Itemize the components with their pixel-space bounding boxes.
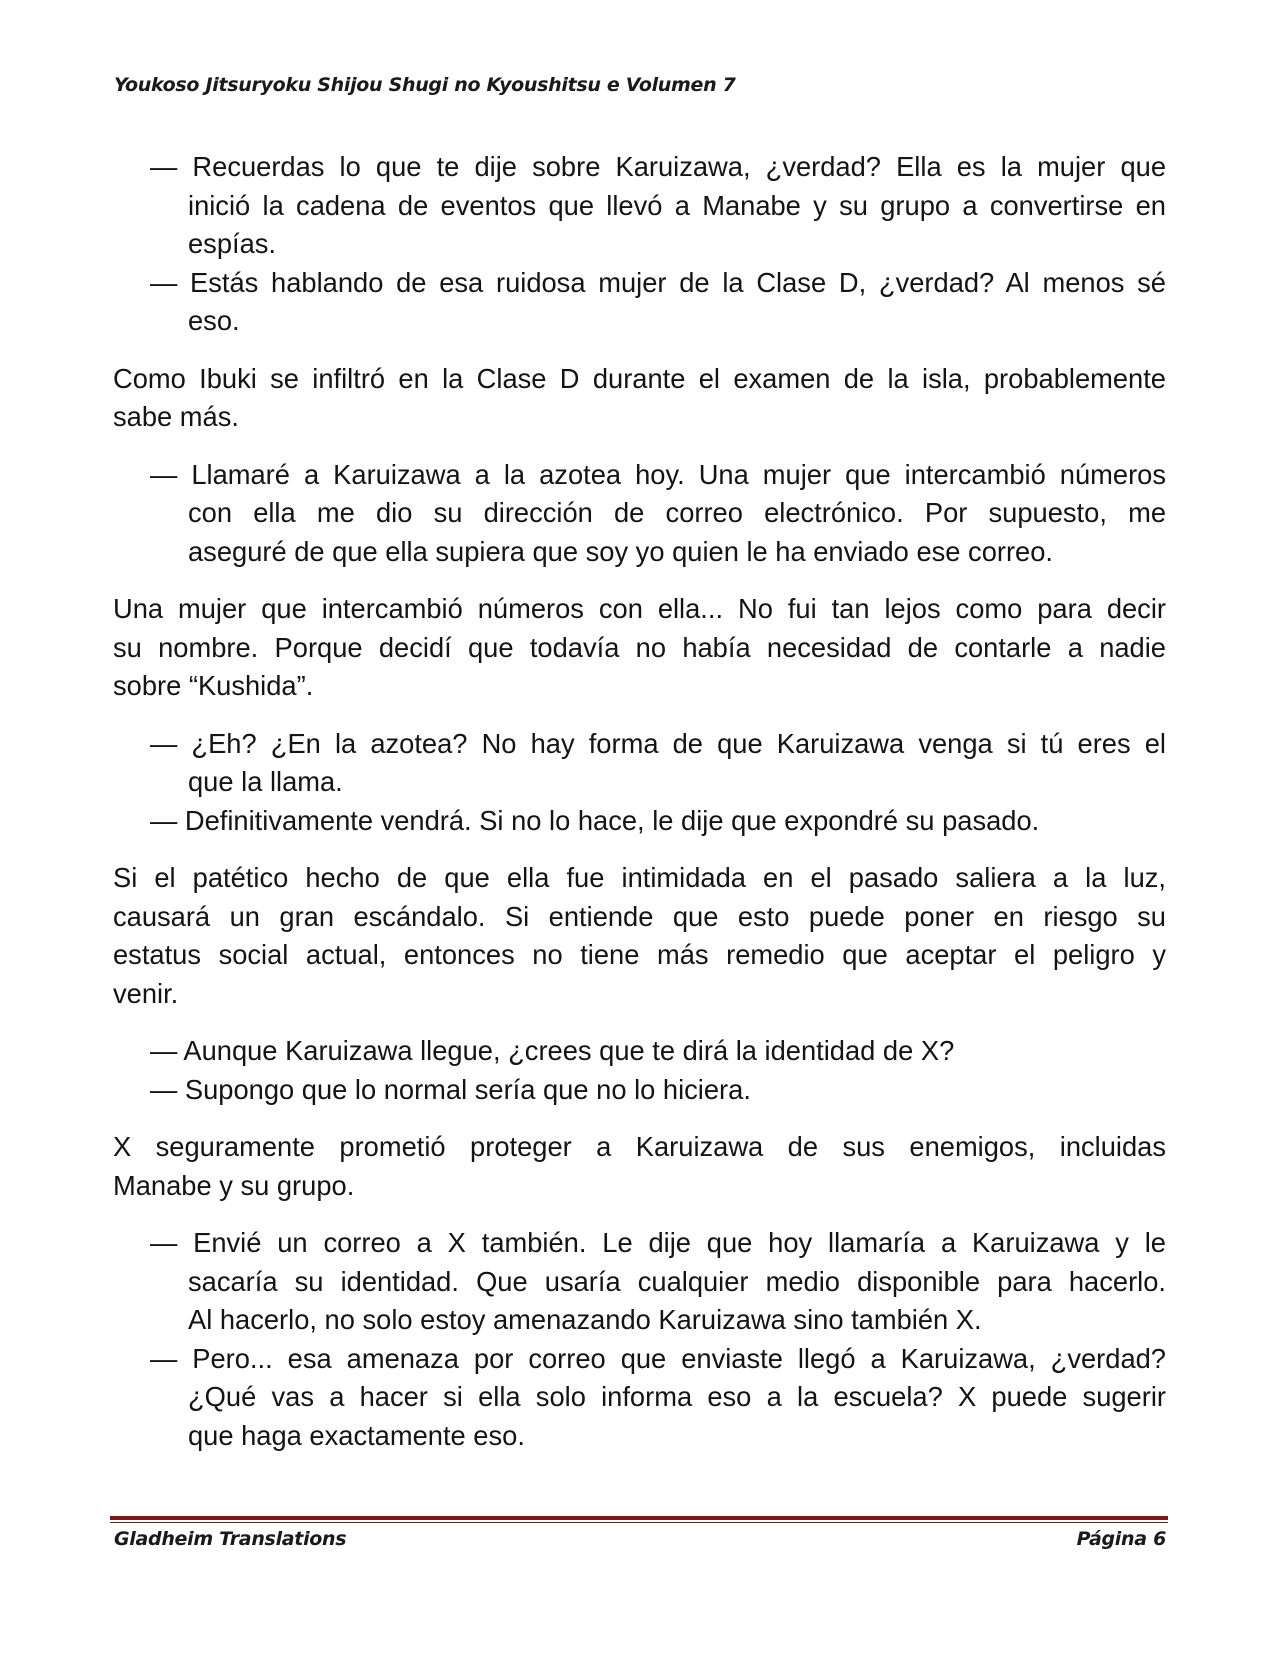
dialogue-block bbox=[113, 456, 1166, 572]
dialogue-block bbox=[113, 802, 1166, 841]
text-line: espías. bbox=[188, 228, 277, 259]
narration-paragraph bbox=[113, 1128, 1166, 1205]
dialogue-block bbox=[113, 725, 1166, 802]
text-line: sacaría su identidad. Que usaría cualquier medio disponible para hacerlo. bbox=[188, 1265, 1166, 1297]
text-line: sobre “Kushida”. bbox=[113, 670, 314, 701]
dialogue-block bbox=[113, 148, 1166, 264]
footer-divider-thin bbox=[110, 1522, 1168, 1523]
text-line: que haga exactamente eso. bbox=[188, 1419, 525, 1451]
footer-divider bbox=[110, 1516, 1168, 1520]
text-line: — Estás hablando de esa ruidosa mujer de la Clase D, ¿verdad? Al menos sé bbox=[150, 266, 1166, 298]
text-line: con ella me dio su dirección de correo electrónico. Por supuesto, me bbox=[188, 497, 1166, 528]
text-line: venir. bbox=[113, 977, 179, 1009]
dialogue-block bbox=[113, 1071, 1166, 1110]
footer-page-number: Página 6 bbox=[1076, 1528, 1166, 1550]
text-line: sabe más. bbox=[113, 401, 239, 432]
footer-translator-credit: Gladheim Translations bbox=[114, 1528, 347, 1550]
text-line: — Pero... esa amenaza por correo que enviaste llegó a Karuizawa, ¿verdad? bbox=[150, 1342, 1166, 1374]
text-line: Al hacerlo, no solo estoy amenazando Karuizawa sino también X. bbox=[188, 1304, 982, 1335]
page-header-title: Youkoso Jitsuryoku Shijou Shugi no Kyoushitsu e Volumen 7 bbox=[114, 74, 736, 96]
dialogue-block bbox=[113, 1340, 1166, 1456]
text-line: que la llama. bbox=[188, 766, 343, 797]
text-line: — Llamaré a Karuizawa a la azotea hoy. Una mujer que intercambió números bbox=[150, 458, 1166, 490]
text-line: inició la cadena de eventos que llevó a Manabe y su grupo a convertirse en bbox=[188, 189, 1166, 221]
text-line: — Recuerdas lo que te dije sobre Karuizawa, ¿verdad? Ella es la mujer que bbox=[150, 151, 1166, 182]
text-line: Una mujer que intercambió números con ella... No fui tan lejos como para decir bbox=[113, 593, 1166, 624]
dialogue-block bbox=[113, 1032, 1166, 1071]
text-line: Si el patético hecho de que ella fue intimidada en el pasado saliera a la luz, bbox=[113, 862, 1166, 893]
text-line: X seguramente prometió proteger a Karuizawa de sus enemigos, incluidas bbox=[113, 1131, 1166, 1162]
text-line: — Definitivamente vendrá. Si no lo hace, le dije que expondré su pasado. bbox=[150, 804, 1040, 836]
text-line: estatus social actual, entonces no tiene más remedio que aceptar el peligro y bbox=[113, 939, 1166, 970]
text-line: su nombre. Porque decidí que todavía no había necesidad de contarle a nadie bbox=[113, 631, 1166, 663]
text-line: aseguré de que ella supiera que soy yo quien le ha enviado ese correo. bbox=[188, 535, 1053, 567]
narration-paragraph bbox=[113, 590, 1166, 706]
narration-paragraph bbox=[113, 859, 1166, 1013]
text-line: Manabe y su grupo. bbox=[113, 1169, 355, 1201]
text-line: — ¿Eh? ¿En la azotea? No hay forma de que Karuizawa venga si tú eres el bbox=[150, 727, 1166, 759]
text-line: Como Ibuki se infiltró en la Clase D durante el examen de la isla, probablemente bbox=[113, 362, 1166, 394]
text-line: eso. bbox=[188, 305, 240, 336]
text-line: — Aunque Karuizawa llegue, ¿crees que te dirá la identidad de X? bbox=[150, 1035, 955, 1066]
text-line: — Envié un correo a X también. Le dije que hoy llamaría a Karuizawa y le bbox=[150, 1227, 1166, 1258]
page-body bbox=[113, 148, 1166, 1455]
dialogue-block bbox=[113, 1224, 1166, 1340]
text-line: — Supongo que lo normal sería que no lo hiciera. bbox=[150, 1073, 751, 1105]
text-line: ¿Qué vas a hacer si ella solo informa eso a la escuela? X puede sugerir bbox=[188, 1381, 1166, 1412]
dialogue-block bbox=[113, 264, 1166, 341]
narration-paragraph bbox=[113, 360, 1166, 437]
text-line: causará un gran escándalo. Si entiende que esto puede poner en riesgo su bbox=[113, 900, 1166, 932]
